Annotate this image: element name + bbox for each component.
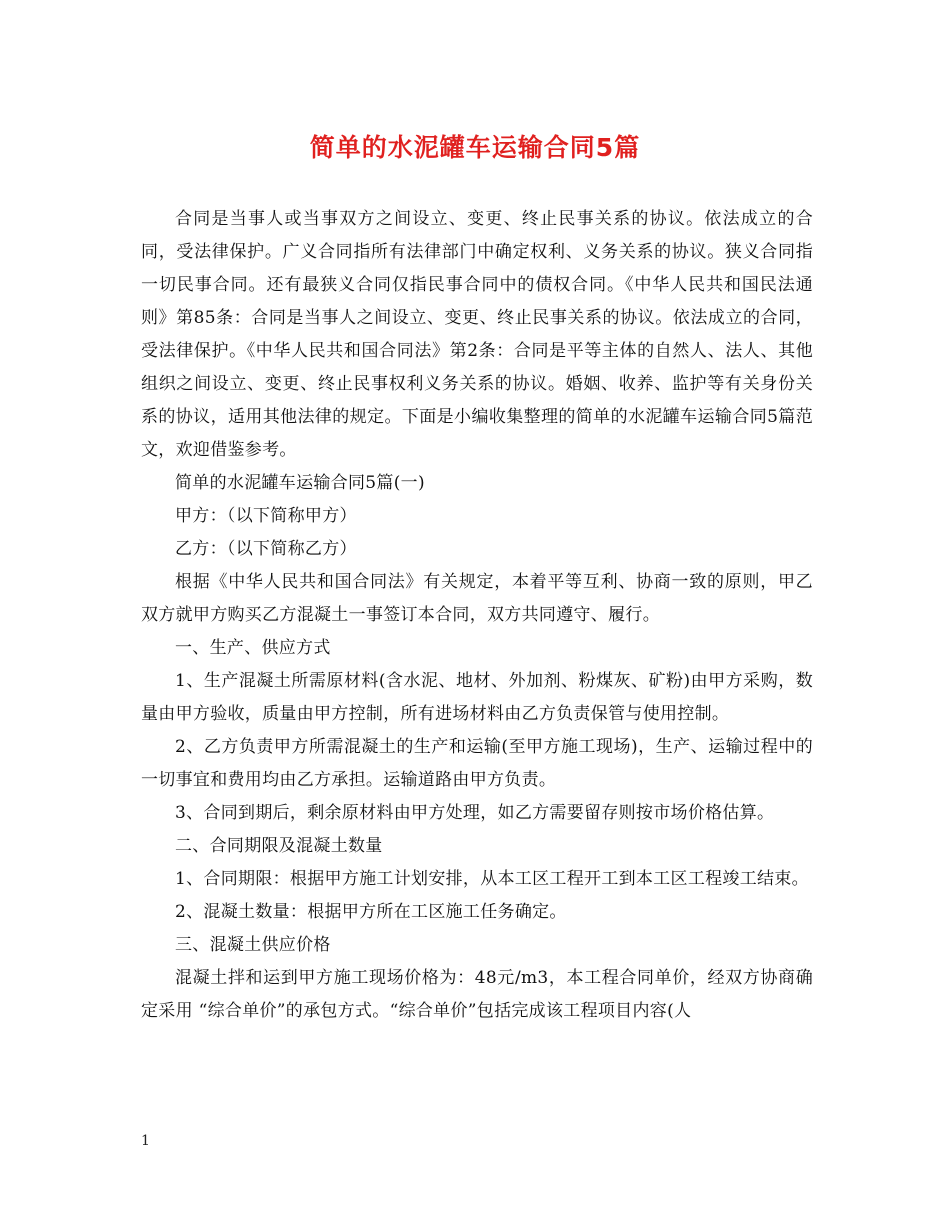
clause-1-2: 2、乙方负责甲方所需混凝土的生产和运输(至甲方施工现场)，生产、运输过程中的一切事宜和费用均由乙方承担。运输道路由甲方负责。: [141, 737, 813, 790]
document-body: [141, 203, 813, 1028]
document-title: 简单的水泥罐车运输合同5篇: [309, 133, 641, 162]
page-number: 1: [141, 1133, 150, 1149]
clause-1-3: 3、合同到期后，剩余原材料由甲方处理，如乙方需要留存则按市场价格估算。: [175, 803, 775, 823]
clause-heading-2: 二、合同期限及混凝土数量: [175, 836, 383, 856]
clause-1-1: 1、生产混凝土所需原材料(含水泥、地材、外加剂、粉煤灰、矿粉)由甲方采购，数量由甲方验收，质量由甲方控制，所有进场材料由乙方负责保管与使用控制。: [141, 671, 813, 724]
preamble-paragraph: 根据《中华人民共和国合同法》有关规定，本着平等互利、协商一致的原则，甲乙双方就甲方购买乙方混凝土一事签订本合同，双方共同遵守、履行。: [141, 572, 813, 625]
clause-heading-3: 三、混凝土供应价格: [175, 935, 331, 955]
party-a-line: 甲方：（以下简称甲方）: [175, 506, 357, 526]
clause-heading-1: 一、生产、供应方式: [175, 638, 331, 658]
intro-paragraph: 合同是当事人或当事双方之间设立、变更、终止民事关系的协议。依法成立的合同，受法律保护。广义合同指所有法律部门中确定权利、义务关系的协议。狭义合同指一切民事合同。还有最狭义合同仅指民事合同中的债权合同。《中华人民共和国民法通则》第85条：合同是当事人之间设立、变更、终止民事关系的协议。依法成立的合同，受法律保护。《中华人民共和国合同法》第2条：合同是平等主体的自然人、法人、其他组织之间设立、变更、终止民事权利义务关系的协议。婚姻、收养、监护等有关身份关系的协议，适用其他法律的规定。下面是小编收集整理的简单的水泥罐车运输合同5篇范文，欢迎借鉴参考。: [141, 209, 813, 460]
party-b-line: 乙方：（以下简称乙方）: [175, 539, 357, 559]
section-heading: 简单的水泥罐车运输合同5篇(一): [175, 473, 425, 493]
clause-2-1: 1、合同期限：根据甲方施工计划安排，从本工区工程开工到本工区工程竣工结束。: [175, 869, 809, 889]
clause-2-2: 2、混凝土数量：根据甲方所在工区施工任务确定。: [175, 902, 567, 922]
clause-3-1: 混凝土拌和运到甲方施工现场价格为：48元/m3，本工程合同单价，经双方协商确定采用 “综合单价”的承包方式。“综合单价”包括完成该工程项目内容(人: [141, 968, 813, 1021]
